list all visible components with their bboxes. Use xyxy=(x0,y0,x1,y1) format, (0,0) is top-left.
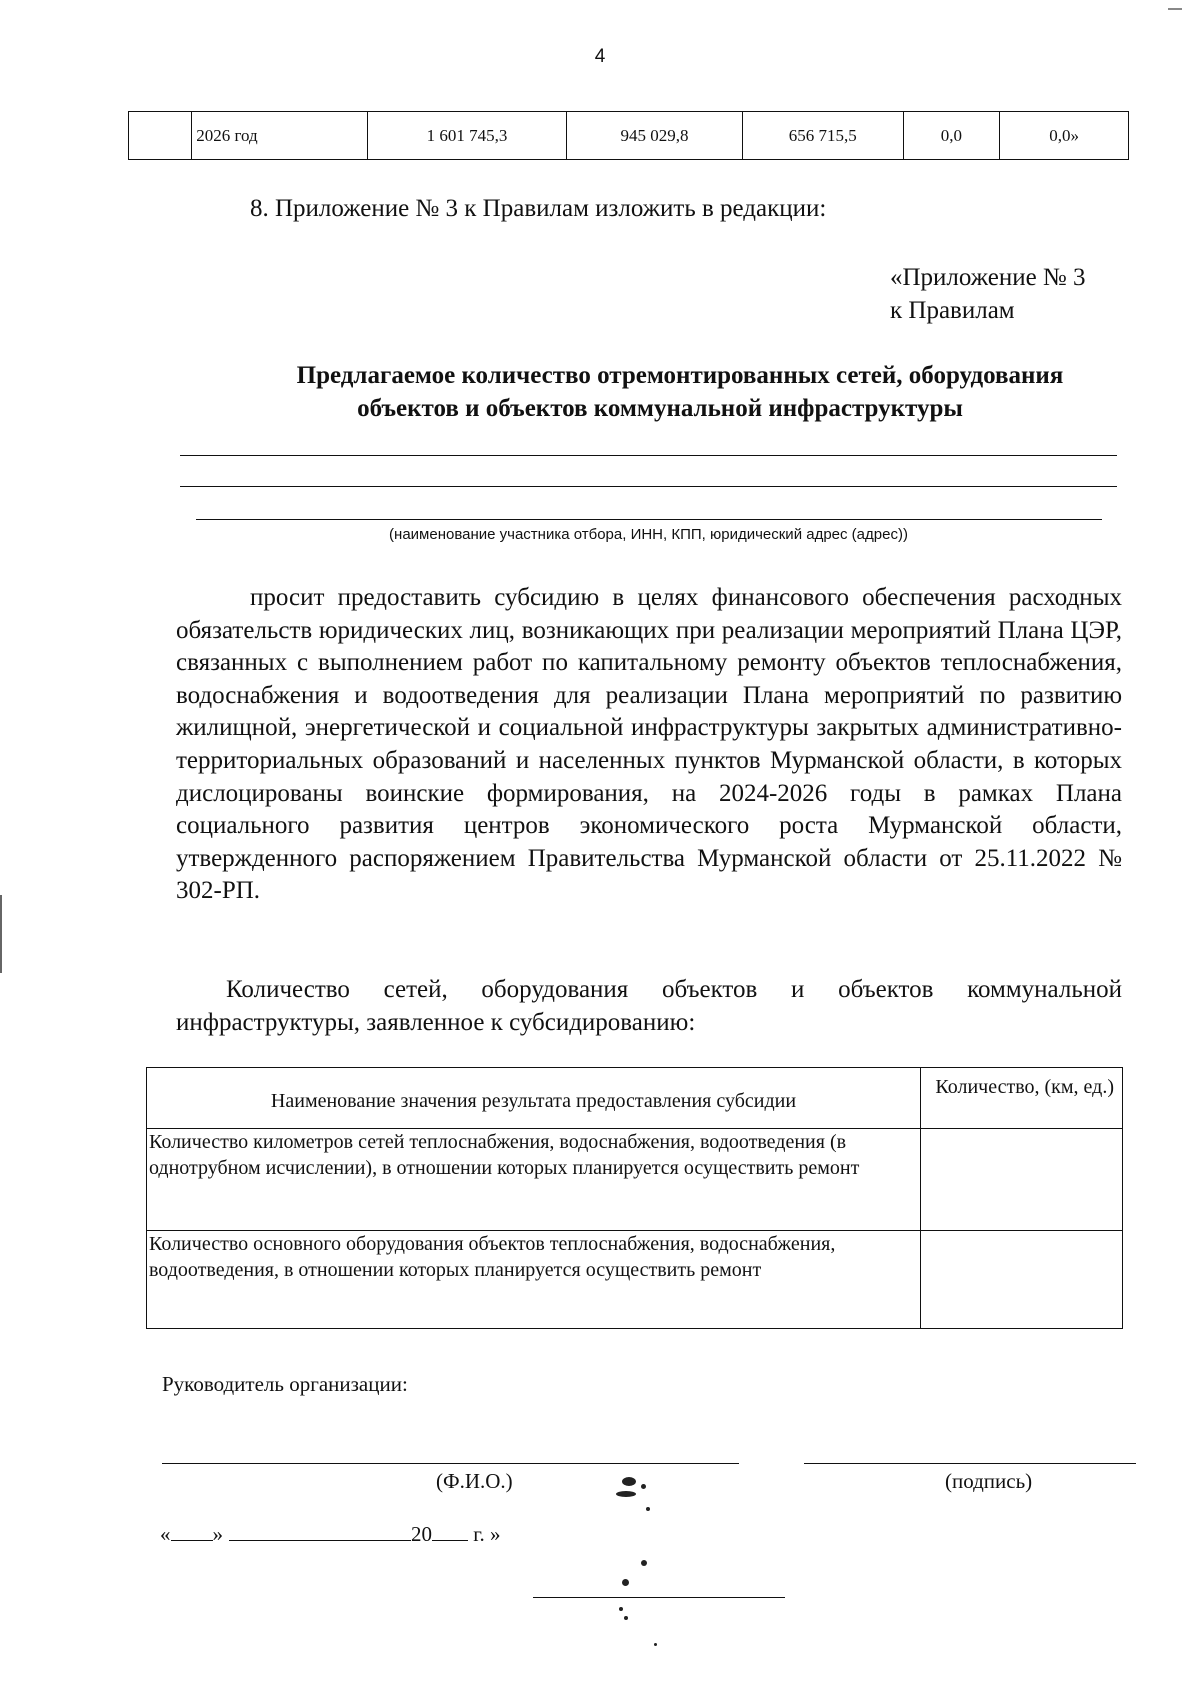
scan-speck xyxy=(616,1491,636,1497)
table-row xyxy=(147,1129,1123,1231)
signature-label: (подпись) xyxy=(945,1469,1033,1493)
form-title xyxy=(180,359,1180,425)
header-result-name: Наименование значения результата предоставления субсидии xyxy=(147,1068,921,1129)
annex-reference-line: «Приложение № 3 xyxy=(890,264,1086,291)
year-prefix: 20 xyxy=(411,1522,432,1546)
form-title-line: Предлагаемое количество отремонтированных сетей, оборудования xyxy=(296,362,1064,389)
scan-speck xyxy=(619,1607,623,1611)
scan-speck xyxy=(641,1484,646,1489)
scan-speck xyxy=(622,1579,629,1586)
table-row xyxy=(147,1231,1123,1329)
date-close-quote: » xyxy=(212,1522,223,1546)
result-name-cell: Количество основного оборудования объектов теплоснабжения, водоснабжения, водоотведения, в отношении которых планируется осуществить ремонт xyxy=(147,1231,921,1329)
form-title-line: объектов и объектов коммунальной инфраструктуры xyxy=(357,395,963,422)
date-suffix: г. » xyxy=(473,1522,501,1546)
scan-speck xyxy=(624,1616,628,1620)
table-cell: 656 715,5 xyxy=(742,112,903,160)
participant-blank-line xyxy=(196,519,1102,520)
amendment-item: 8. Приложение № 3 к Правилам изложить в редакции: xyxy=(250,195,827,222)
annex-reference xyxy=(890,261,1086,327)
budget-table-continuation xyxy=(128,111,1129,160)
day-blank xyxy=(171,1522,213,1541)
table-cell: 0,0 xyxy=(903,112,1000,160)
table-header-row xyxy=(147,1068,1123,1129)
page-number: 4 xyxy=(594,46,606,67)
quantity-paragraph xyxy=(176,974,1122,1039)
table-cell-year: 2026 год xyxy=(192,112,367,160)
annex-reference-line: к Правилам xyxy=(890,297,1015,324)
scan-edge-mark xyxy=(0,895,2,973)
scan-speck xyxy=(646,1507,650,1511)
table-cell: 0,0» xyxy=(1000,112,1129,160)
table-cell: 1 601 745,3 xyxy=(367,112,567,160)
table-cell xyxy=(129,112,192,160)
participant-blank-line xyxy=(180,455,1117,456)
table-row xyxy=(129,112,1129,160)
quantity-text: Количество сетей, оборудования объектов и объектов коммунальной инфраструктуры, заявленное к субсидированию: xyxy=(176,976,1122,1036)
signature-blank-line xyxy=(804,1463,1136,1464)
scan-speck xyxy=(622,1477,636,1486)
scan-speck xyxy=(641,1560,647,1566)
fio-label: (Ф.И.О.) xyxy=(436,1469,513,1493)
date-open-quote: « xyxy=(160,1522,171,1546)
subsidy-results-table xyxy=(146,1067,1123,1329)
scan-speck xyxy=(654,1643,657,1646)
quantity-cell xyxy=(921,1129,1123,1231)
request-text: просит предоставить субсидию в целях финансового обеспечения расходных обязательств юридических лиц, возникающих при реализации мероприятий Плана ЦЭР, связанных с выполнением работ по капитальному ремонту объектов теплоснабжения, водоснабжения и водоотведения для реализации Плана мероприятий по развитию жилищной, энергетической и социальной инфраструктуры закрытых административно-территориальных образований и населенных пунктов Мурманской области, в которых дислоцированы воинские формирования, на 2024-2026 годы в рамках Плана социального развития центров экономического роста Мурманской области, утвержденного распоряжением Правительства Мурманской области от 25.11.2022 № 302-РП. xyxy=(176,584,1122,905)
request-paragraph xyxy=(176,582,1122,908)
scan-corner-mark xyxy=(1168,8,1182,10)
participant-caption: (наименование участника отбора, ИНН, КПП, юридический адрес (адрес)) xyxy=(389,526,908,543)
date-line xyxy=(160,1522,501,1547)
year-blank xyxy=(432,1522,468,1541)
participant-blank-line xyxy=(180,486,1117,487)
stamp-blank-line xyxy=(533,1597,785,1598)
result-name-cell: Количество километров сетей теплоснабжения, водоснабжения, водоотведения (в однотрубном исчислении), в отношении которых планируется осуществить ремонт xyxy=(147,1129,921,1231)
month-blank xyxy=(229,1522,411,1541)
head-of-organization-label: Руководитель организации: xyxy=(162,1372,408,1396)
table-cell: 945 029,8 xyxy=(567,112,742,160)
fio-blank-line xyxy=(162,1463,739,1464)
quantity-cell xyxy=(921,1231,1123,1329)
header-quantity: Количество, (км, ед.) xyxy=(921,1068,1123,1129)
